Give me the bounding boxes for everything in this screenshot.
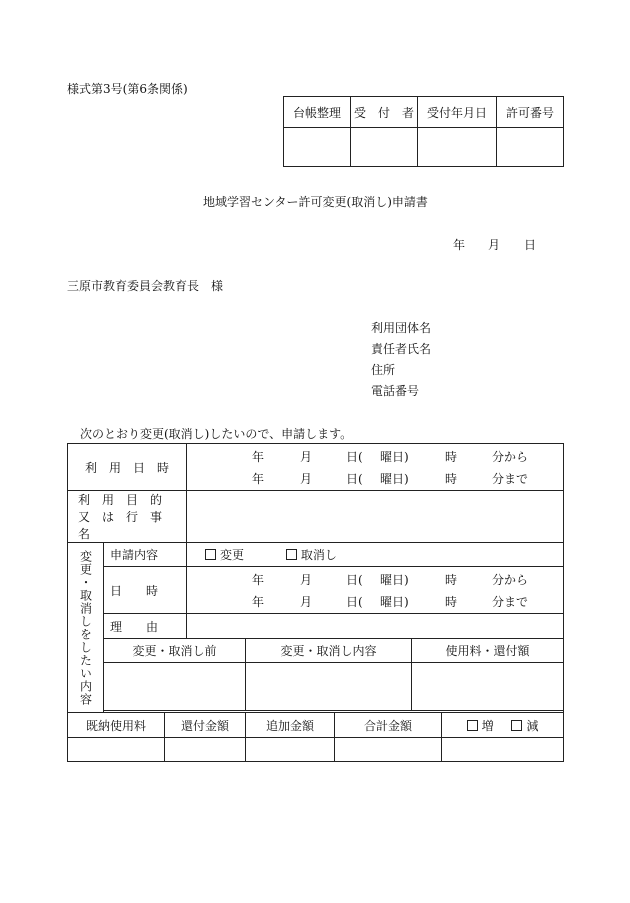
address-label: 住所 xyxy=(371,363,396,377)
decrease-checkbox[interactable] xyxy=(511,720,522,731)
change-until-year: 年 xyxy=(252,595,265,609)
change-until-day: 日( xyxy=(346,595,363,609)
change-until-weekday: 曜日) xyxy=(380,595,409,609)
usage-until-minute: 分まで xyxy=(492,472,529,486)
form-number: 様式第3号(第6条関係) xyxy=(67,82,188,96)
reception-header-ledger: 台帳整理 xyxy=(284,97,351,128)
reception-header-permit-number: 許可番号 xyxy=(497,97,564,128)
usage-from-minute: 分から xyxy=(492,450,529,464)
purpose-label xyxy=(68,491,187,543)
col-content-header: 変更・取消し内容 xyxy=(246,639,412,663)
request-label: 申請内容 xyxy=(104,543,187,567)
purpose-label-line1: 利 用 目 的 xyxy=(78,493,163,507)
change-from-minute: 分から xyxy=(492,573,529,587)
usage-from-hour: 時 xyxy=(445,450,458,464)
purpose-label-line2: 又 は 行 事 名 xyxy=(78,510,175,541)
responsible-label: 責任者氏名 xyxy=(371,342,432,356)
usage-datetime-field[interactable] xyxy=(187,444,564,491)
change-from-month: 月 xyxy=(300,573,313,587)
usage-from-year: 年 xyxy=(252,450,265,464)
reception-receiver-cell[interactable] xyxy=(351,128,418,167)
paid-fee-field[interactable] xyxy=(68,738,165,762)
fee-field[interactable] xyxy=(412,663,564,711)
change-until-minute: 分まで xyxy=(492,595,529,609)
reception-permit-cell[interactable] xyxy=(497,128,564,167)
change-section-label: 変更・取消しをしたい内容 xyxy=(68,543,104,713)
reception-header-date: 受付年月日 xyxy=(418,97,497,128)
cancel-checkbox[interactable] xyxy=(286,549,297,560)
addressee: 三原市教育委員会教育長 様 xyxy=(67,279,224,293)
content-field[interactable] xyxy=(246,663,412,711)
change-until-month: 月 xyxy=(300,595,313,609)
phone-label: 電話番号 xyxy=(371,384,420,398)
usage-until-weekday: 曜日) xyxy=(380,472,409,486)
before-field[interactable] xyxy=(104,663,246,711)
usage-from-day: 日( xyxy=(346,450,363,464)
purpose-field[interactable] xyxy=(187,491,564,543)
request-options xyxy=(187,543,564,567)
change-from-hour: 時 xyxy=(445,573,458,587)
col-before-header: 変更・取消し前 xyxy=(104,639,246,663)
paid-fee-header: 既納使用料 xyxy=(68,713,165,738)
total-amount-field[interactable] xyxy=(335,738,442,762)
usage-from-weekday: 曜日) xyxy=(380,450,409,464)
increase-checkbox[interactable] xyxy=(467,720,478,731)
reason-field[interactable] xyxy=(187,614,564,639)
refund-amount-header: 還付金額 xyxy=(165,713,246,738)
col-fee-header: 使用料・還付額 xyxy=(412,639,564,663)
reception-ledger-cell[interactable] xyxy=(284,128,351,167)
usage-until-hour: 時 xyxy=(445,472,458,486)
date-year: 年 xyxy=(453,238,466,252)
change-from-day: 日( xyxy=(346,573,363,587)
change-datetime-label: 日 時 xyxy=(104,567,187,614)
increase-decrease-header xyxy=(442,713,564,738)
date-day: 日 xyxy=(524,238,537,252)
additional-amount-field[interactable] xyxy=(246,738,335,762)
usage-until-month: 月 xyxy=(300,472,313,486)
refund-amount-field[interactable] xyxy=(165,738,246,762)
decrease-option[interactable]: 減 xyxy=(511,719,538,733)
reason-label: 理 由 xyxy=(104,614,187,639)
reception-header-receiver: 受 付 者 xyxy=(351,97,418,128)
additional-amount-header: 追加金額 xyxy=(246,713,335,738)
increase-option[interactable]: 増 xyxy=(467,719,494,733)
option-cancel[interactable]: 取消し xyxy=(286,548,337,562)
date-month: 月 xyxy=(488,238,501,252)
application-form xyxy=(67,443,564,762)
reception-box xyxy=(283,96,564,167)
change-from-weekday: 曜日) xyxy=(380,573,409,587)
option-change[interactable]: 変更 xyxy=(205,548,244,562)
change-from-year: 年 xyxy=(252,573,265,587)
usage-until-year: 年 xyxy=(252,472,265,486)
usage-datetime-label: 利 用 日 時 xyxy=(68,444,187,491)
change-until-hour: 時 xyxy=(445,595,458,609)
intro-text: 次のとおり変更(取消し)したいので、申請します。 xyxy=(80,427,353,441)
total-amount-header: 合計金額 xyxy=(335,713,442,738)
reception-date-cell[interactable] xyxy=(418,128,497,167)
change-datetime-field[interactable] xyxy=(187,567,564,614)
document-title: 地域学習センター許可変更(取消し)申請書 xyxy=(203,195,428,209)
usage-until-day: 日( xyxy=(346,472,363,486)
change-checkbox[interactable] xyxy=(205,549,216,560)
usage-from-month: 月 xyxy=(300,450,313,464)
increase-decrease-field[interactable] xyxy=(442,738,564,762)
group-name-label: 利用団体名 xyxy=(371,321,432,335)
